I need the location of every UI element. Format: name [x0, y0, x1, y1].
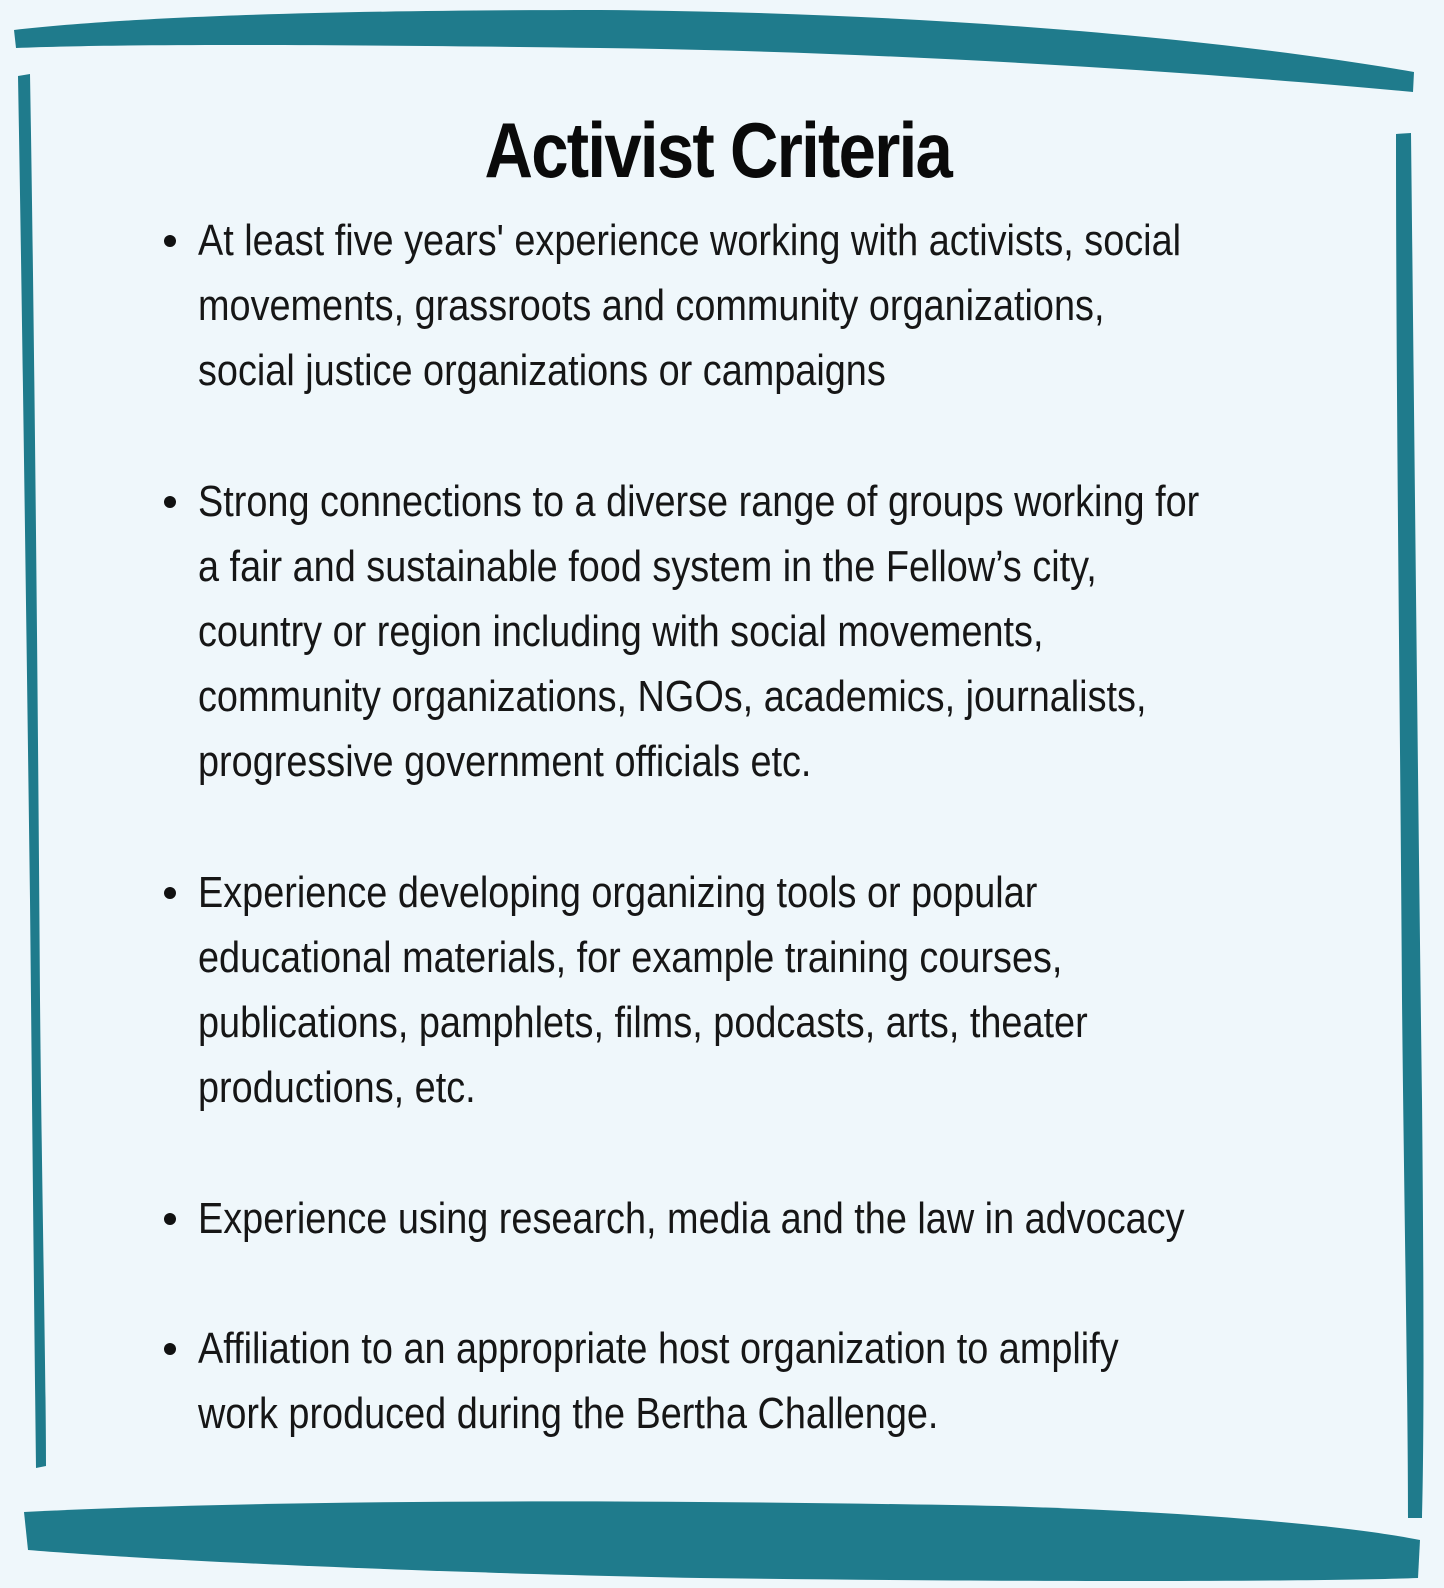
list-item — [164, 860, 1444, 1120]
criterion-text: Strong connections to a diverse range of groups working for a fair and sustainable food system in the Fellow’s city, country or region including with social movements, community organizations, NGOs, academics, journalists, progressive government officials etc. — [198, 477, 1200, 786]
bullet-icon — [164, 469, 198, 534]
bullet-icon — [164, 1316, 198, 1381]
criterion-text: Affiliation to an appropriate host organization to amplify work produced during the Bertha Challenge. — [198, 1324, 1119, 1438]
page-title: Activist Criteria — [484, 106, 952, 194]
bullet-icon — [164, 1186, 198, 1251]
criterion-text: At least five years' experience working with activists, social movements, grassroots and community organizations, social justice organizations or campaigns — [198, 216, 1182, 395]
frame-left-stroke — [18, 74, 46, 1468]
list-item — [164, 1186, 1444, 1251]
bullet-icon — [164, 860, 198, 925]
list-item — [164, 469, 1444, 794]
criterion-text: Experience developing organizing tools or popular educational materials, for example training courses, publications, pamphlets, films, podcasts, arts, theater productions, etc. — [198, 868, 1088, 1112]
criterion-text: Experience using research, media and the law in advocacy — [198, 1194, 1185, 1243]
list-item — [164, 1316, 1444, 1446]
frame-bottom-stroke — [24, 1501, 1420, 1581]
frame-top-stroke — [14, 10, 1414, 92]
bullet-icon — [164, 208, 198, 273]
list-item — [164, 208, 1444, 403]
